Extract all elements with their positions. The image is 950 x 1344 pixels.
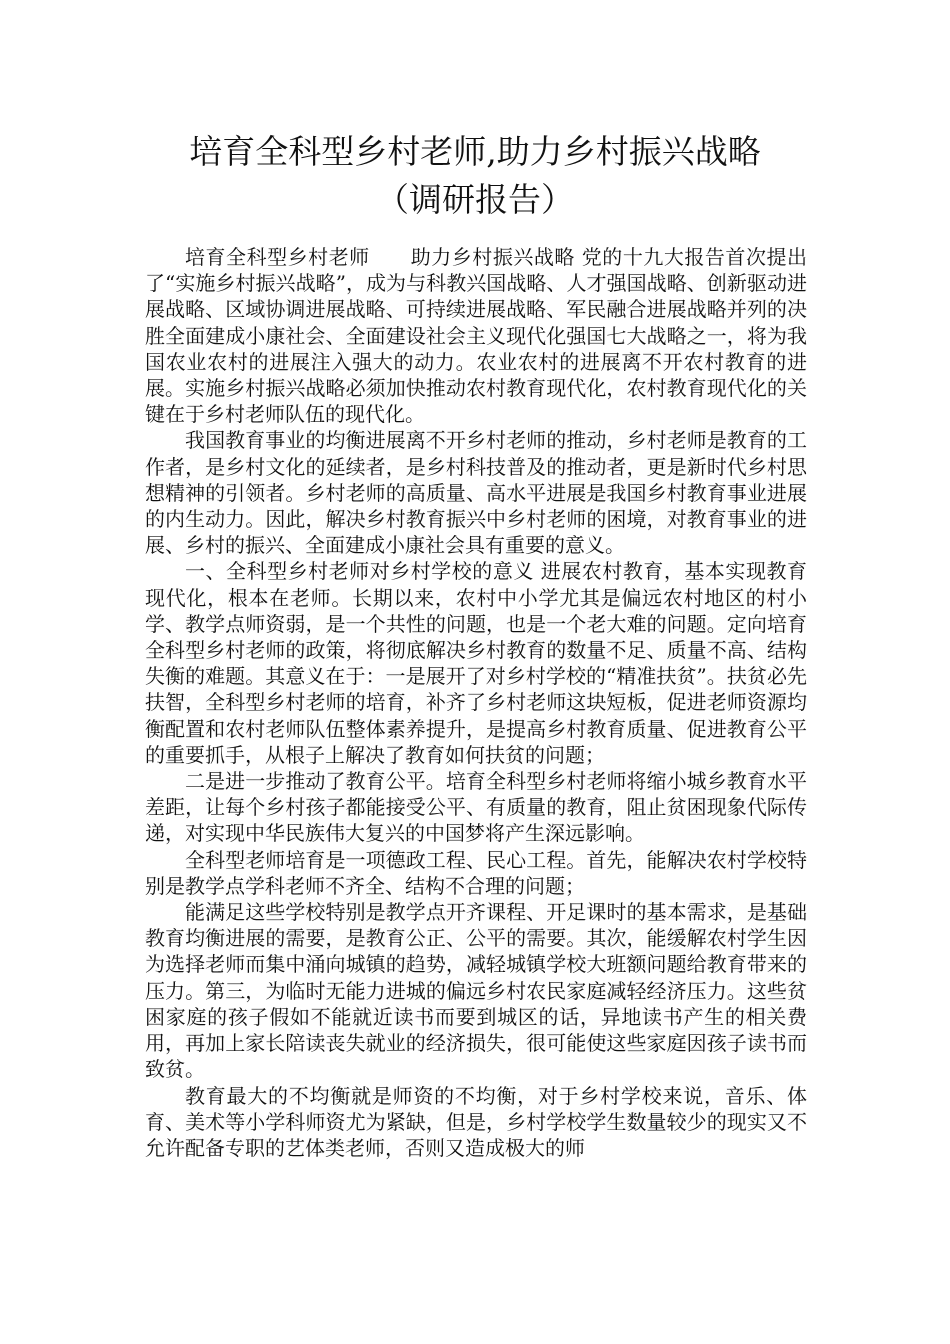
paragraph: 二是进一步推动了教育公平。培育全科型乡村老师将缩小城乡教育水平差距，让每个乡村孩子都能接受公平、有质量的教育，阻止贫困现象代际传递，对实现中华民族伟大复兴的中国梦将产生深远影响。 bbox=[145, 769, 807, 846]
paragraph: 一、全科型乡村老师对乡村学校的意义 进展农村教育，基本实现教育现代化，根本在老师。长期以来，农村中小学尤其是偏远农村地区的村小学、教学点师资弱，是一个共性的问题，也是一个老大难的问题。定向培育全科型乡村老师的政策，将彻底解决乡村教育的数量不足、质量不高、结构失衡的难题。其意义在于：一是展开了对乡村学校的“精准扶贫”。扶贫必先扶智，全科型乡村老师的培育，补齐了乡村老师这块短板，促进老师资源均衡配置和农村老师队伍整体素养提升，是提高乡村教育质量、促进教育公平的重要抓手，从根子上解决了教育如何扶贫的问题； bbox=[145, 559, 807, 767]
document-title: 培育全科型乡村老师,助力乡村振兴战略 bbox=[189, 132, 761, 171]
paragraph: 培育全科型乡村老师 助力乡村振兴战略 党的十九大报告首次提出了“实施乡村振兴战略”，成为与科教兴国战略、人才强国战略、创新驱动进展战略、区域协调进展战略、可持续进展战略、军民融合进展战略并列的决胜全面建成小康社会、全面建设社会主义现代化强国七大战略之一，将为我国农业农村的进展注入强大的动力。农业农村的进展离不开农村教育的进展。实施乡村振兴战略必须加快推动农村教育现代化，农村教育现代化的关键在于乡村老师队伍的现代化。 bbox=[145, 245, 807, 427]
paragraph: 教育最大的不均衡就是师资的不均衡，对于乡村学校来说，音乐、体育、美术等小学科师资尤为紧缺，但是，乡村学校学生数量较少的现实又不允许配备专职的艺体类老师，否则又造成极大的师 bbox=[145, 1083, 807, 1160]
paragraph: 能满足这些学校特别是教学点开齐课程、开足课时的基本需求，是基础教育均衡进展的需要，是教育公正、公平的需要。其次，能缓解农村学生因为选择老师而集中涌向城镇的趋势，减轻城镇学校大班额问题给教育带来的压力。第三，为临时无能力进城的偏远乡村农民家庭减轻经济压力。这些贫困家庭的孩子假如不能就近读书而要到城区的话，异地读书产生的相关费用，再加上家长陪读丧失就业的经济损失，很可能使这些家庭因孩子读书而致贫。 bbox=[145, 900, 807, 1082]
document-subtitle: （调研报告） bbox=[376, 180, 574, 219]
document-body bbox=[145, 244, 807, 1161]
paragraph: 我国教育事业的均衡进展离不开乡村老师的推动，乡村老师是教育的工作者，是乡村文化的延续者，是乡村科技普及的推动者，更是新时代乡村思想精神的引领者。乡村老师的高质量、高水平进展是我国乡村教育事业进展的内生动力。因此，解决乡村教育振兴中乡村老师的困境，对教育事业的进展、乡村的振兴、全面建成小康社会具有重要的意义。 bbox=[145, 428, 807, 558]
paragraph: 全科型老师培育是一项德政工程、民心工程。首先，能解决农村学校特别是教学点学科老师不齐全、结构不合理的问题； bbox=[145, 847, 807, 898]
